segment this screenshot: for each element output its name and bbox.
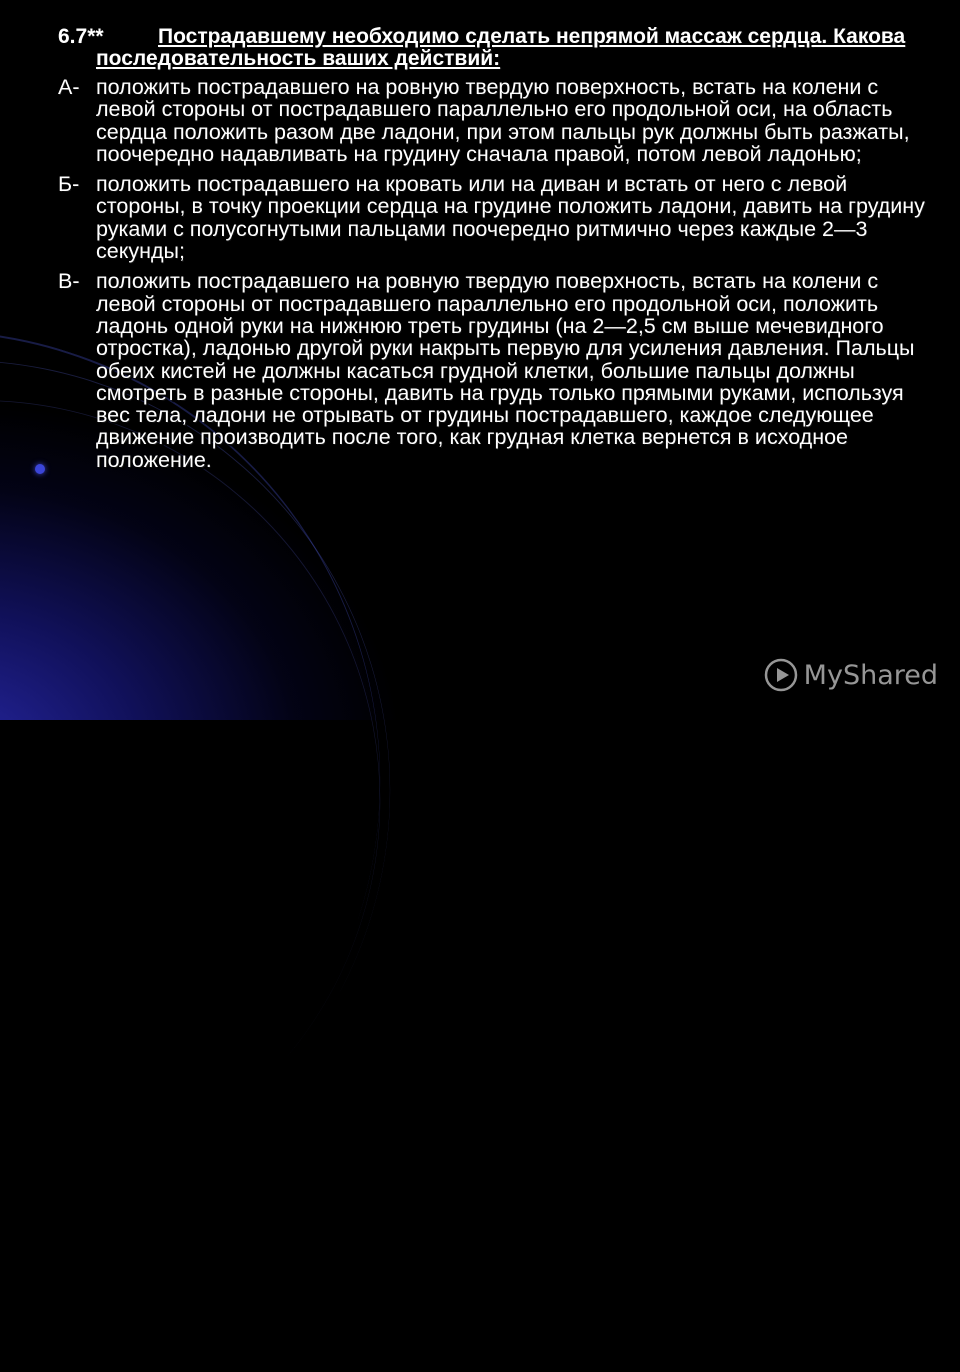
answer-option-c [58,270,938,471]
option-text: положить пострадавшего на ровную твердую поверхность, встать на колени с левой стороны от пострадавшего параллельно его продольной оси, положить ладонь одной руки на нижнюю треть грудины (на 2—2,5 см выше мечевидного отростка), ладонью другой руки накрыть первую для усиления давления. Пальцы обеих кистей не должны касаться грудной клетки, большие пальцы должны смотреть в разные стороны, давить на грудь только прямыми руками, используя вес тела, ладони не отрывать от грудины пострадавшего, каждое следующее движение производить после того, как грудная клетка вернется в исходное положение. [96,269,915,472]
question-title [58,26,938,70]
decorative-dot [35,464,45,474]
answer-option-a [58,76,938,165]
myshared-watermark [764,658,938,692]
answer-option-b [58,173,938,262]
play-icon [764,658,798,692]
slide-content [58,26,938,479]
option-marker: В- [58,269,80,294]
question-text: Пострадавшему необходимо сделать непрямой массаж сердца. Какова последовательность ваших действий: [96,25,906,70]
option-marker: А- [58,75,80,99]
option-text: положить пострадавшего на кровать или на диван и встать от него с левой стороны, в точку проекции сердца на грудине положить ладони, давить на грудину руками с полусогнутыми пальцами поочередно ритмично через каждые 2—3 секунды; [96,172,925,264]
option-text: положить пострадавшего на ровную твердую поверхность, встать на колени с левой стороны от пострадавшего параллельно его продольной оси, на область сердца положить разом две ладони, при этом пальцы рук должны быть разжаты, поочередно надавливать на грудину сначала правой, потом левой ладонью; [96,75,910,166]
question-number: 6.7** [58,25,104,48]
watermark-text: MyShared [803,659,938,691]
option-marker: Б- [58,172,80,197]
